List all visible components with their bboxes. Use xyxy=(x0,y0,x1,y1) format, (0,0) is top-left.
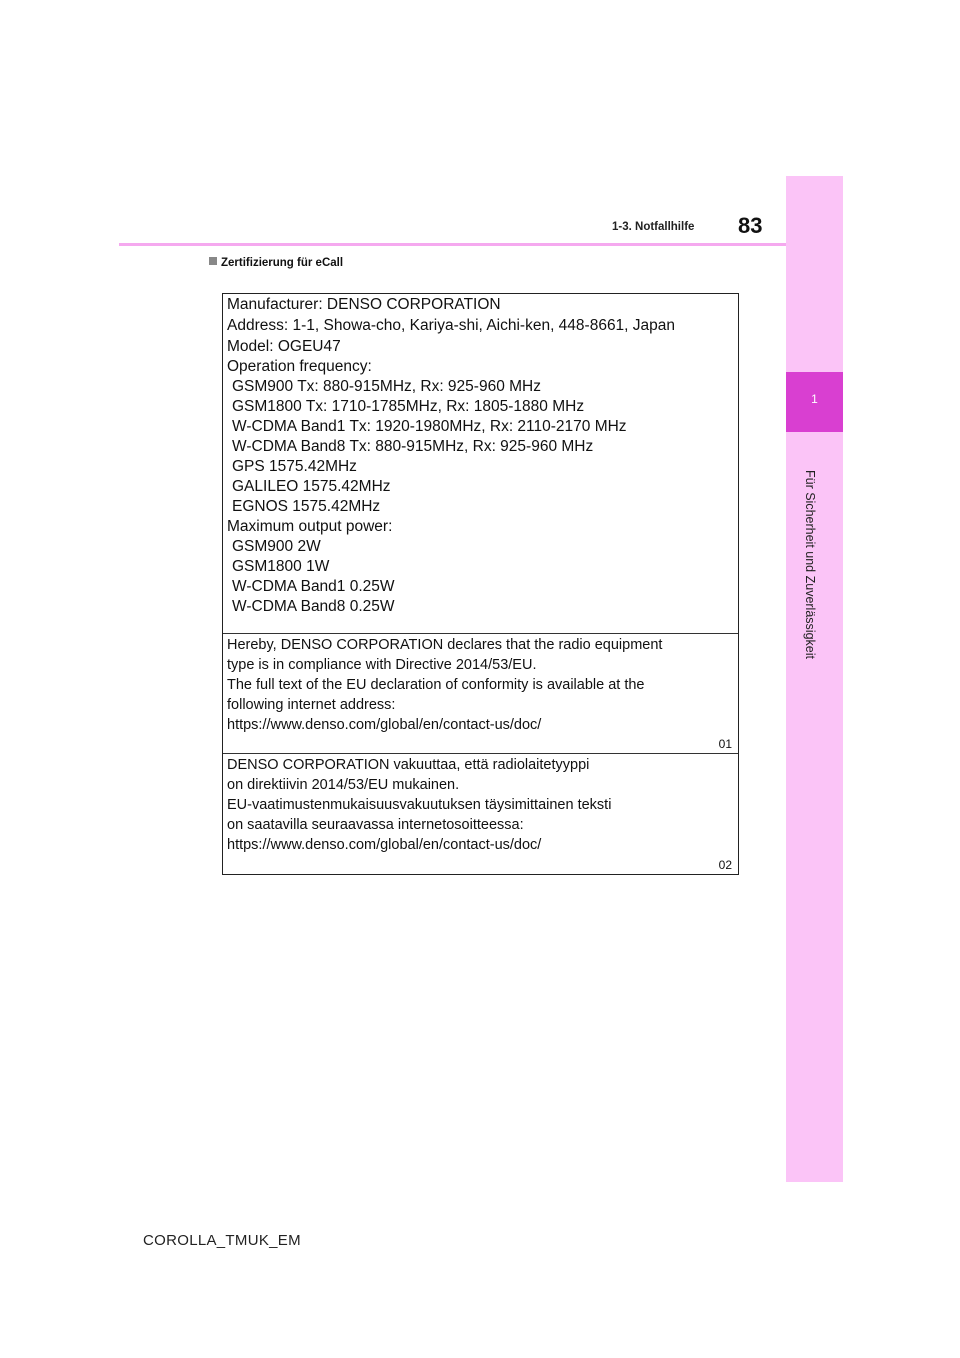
cert-line: https://www.denso.com/global/en/contact-us/doc/ xyxy=(227,837,542,853)
cert-line: on saatavilla seuraavassa internetosoitteessa: xyxy=(227,817,524,833)
cert-line: Maximum output power: xyxy=(227,518,393,535)
chapter-label-text: Für Sicherheit und Zuverlässigkeit xyxy=(803,470,817,659)
cert-line: GSM900 Tx: 880-915MHz, Rx: 925-960 MHz xyxy=(232,378,541,395)
cert-line: W-CDMA Band1 Tx: 1920-1980MHz, Rx: 2110-2170 MHz xyxy=(232,418,627,435)
cert-line: type is in compliance with Directive 2014/53/EU. xyxy=(227,657,537,673)
certification-label xyxy=(222,293,739,875)
header-rule xyxy=(119,243,786,246)
cert-line: GSM1800 Tx: 1710-1785MHz, Rx: 1805-1880 MHz xyxy=(232,398,585,415)
cert-line: Manufacturer: DENSO CORPORATION xyxy=(227,296,501,313)
cert-section-declaration-fi xyxy=(223,754,738,875)
cert-line: Hereby, DENSO CORPORATION declares that the radio equipment xyxy=(227,637,663,653)
cert-line: GPS 1575.42MHz xyxy=(232,458,357,475)
cert-section-specs xyxy=(223,294,738,634)
cert-line: DENSO CORPORATION vakuuttaa, että radiolaitetyyppi xyxy=(227,757,590,773)
page-number: 83 xyxy=(738,213,763,238)
cert-line: EGNOS 1575.42MHz xyxy=(232,498,381,515)
cert-line: GALILEO 1575.42MHz xyxy=(232,478,391,495)
cert-line: W-CDMA Band8 Tx: 880-915MHz, Rx: 925-960 MHz xyxy=(232,438,594,455)
section-title: 1-3. Notfallhilfe xyxy=(612,221,695,233)
cert-line: Model: OGEU47 xyxy=(227,338,341,355)
cert-line: The full text of the EU declaration of conformity is available at the xyxy=(227,677,645,693)
section-code: 01 xyxy=(718,737,732,751)
cert-line: W-CDMA Band8 0.25W xyxy=(232,598,395,615)
subheading xyxy=(209,257,343,269)
chapter-side-strip xyxy=(786,176,843,1182)
chapter-tab xyxy=(786,372,843,432)
footer-code: COROLLA_TMUK_EM xyxy=(143,1232,301,1249)
cert-section-declaration-en xyxy=(223,634,738,754)
cert-line: https://www.denso.com/global/en/contact-us/doc/ xyxy=(227,717,542,733)
cert-line: following internet address: xyxy=(227,697,396,713)
subheading-text: Zertifizierung für eCall xyxy=(221,257,344,269)
cert-line: GSM900 2W xyxy=(232,538,321,555)
cert-line: Address: 1-1, Showa-cho, Kariya-shi, Aichi-ken, 448-8661, Japan xyxy=(227,317,676,334)
cert-line: Operation frequency: xyxy=(227,358,372,375)
chapter-number: 1 xyxy=(811,392,818,406)
cert-line: W-CDMA Band1 0.25W xyxy=(232,578,395,595)
section-code: 02 xyxy=(718,858,732,872)
cert-line: EU-vaatimustenmukaisuusvakuutuksen täysimittainen teksti xyxy=(227,797,612,813)
cert-line: on direktiivin 2014/53/EU mukainen. xyxy=(227,777,460,793)
square-bullet-icon xyxy=(209,257,217,265)
cert-line: GSM1800 1W xyxy=(232,558,330,575)
